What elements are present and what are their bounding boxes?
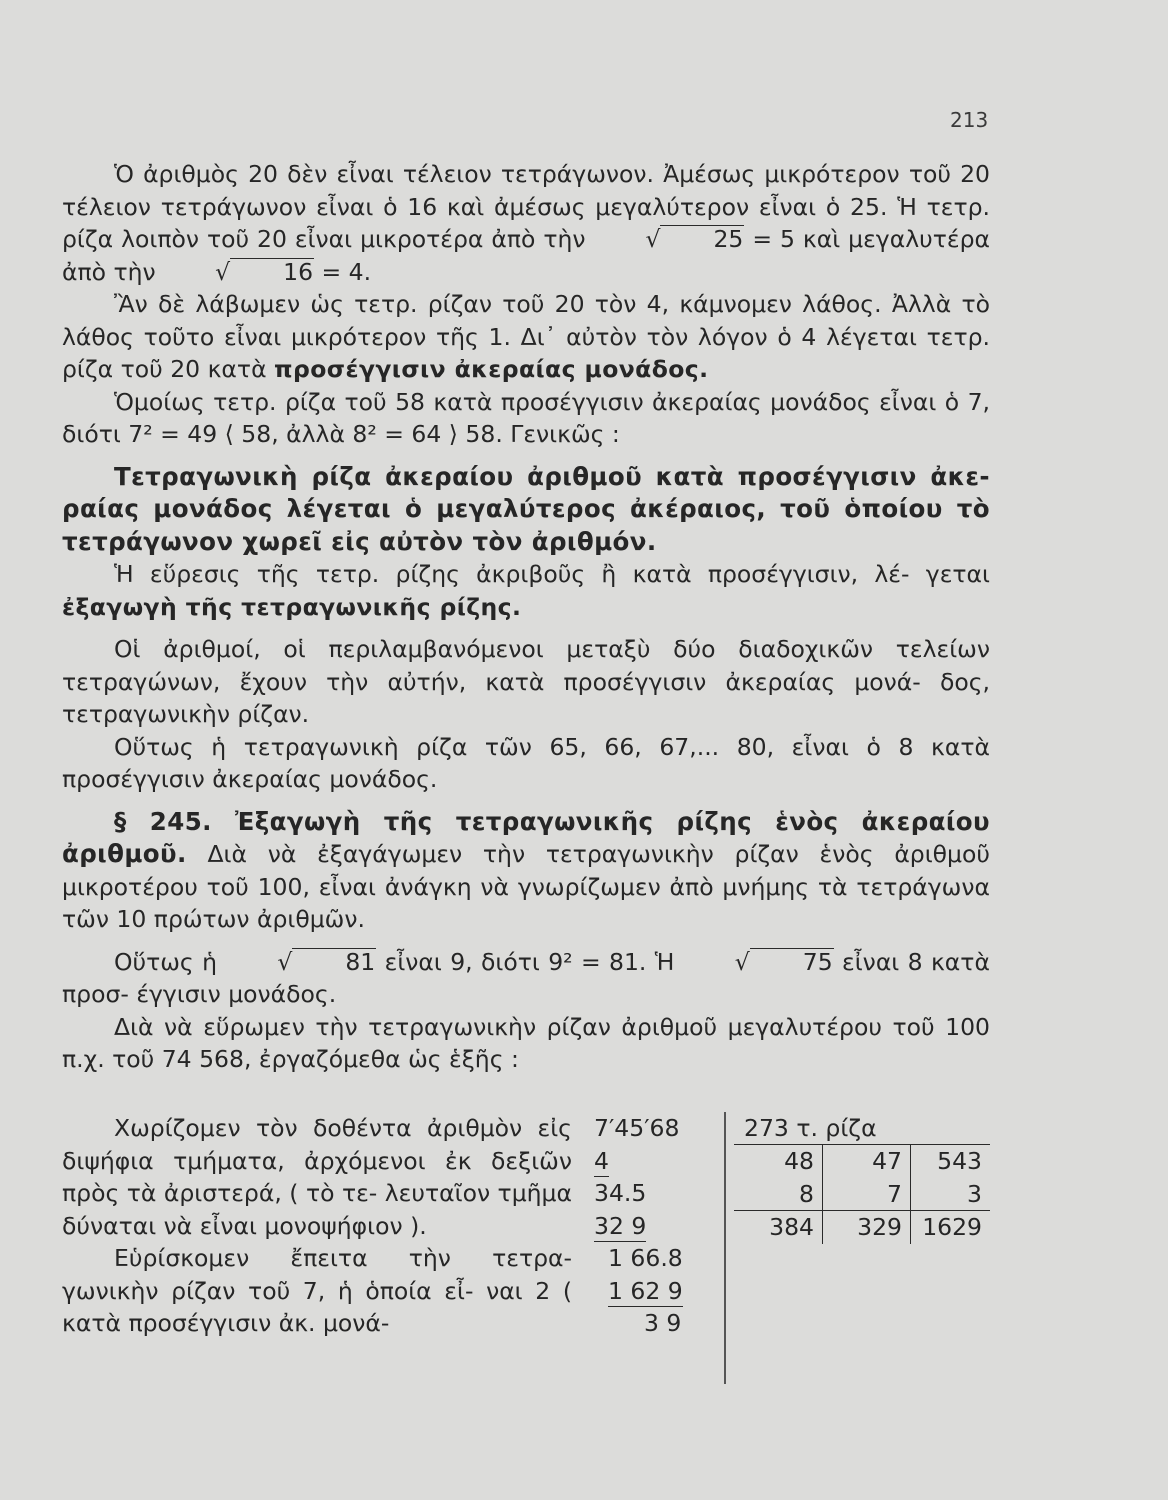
result-cell: 1629 <box>910 1210 990 1244</box>
main-text <box>62 158 990 1076</box>
paragraph-5: Οἱ ἀριθμοί, οἱ περιλαμβανόμενοι μεταξὺ δύο διαδοχικῶν τελείων τετραγώνων, ἔχουν τὴν αὐτήν, κατὰ προσέγγισιν ἀκεραίας μονά- δος, τετραγωνικὴν ρίζαν. <box>62 635 990 728</box>
definition: Τετραγωνικὴ ρίζα ἀκεραίου ἀριθμοῦ κατὰ προσέγγισιν ἀκε- ραίας μονάδος λέγεται ὁ μεγαλύτερος ἀκέραιος, τοῦ ὁποίου τὸ τετράγωνον χωρεῖ εἰς αὐτὸν τὸν ἀριθμόν. <box>62 461 990 556</box>
computation-line: 1 66.8 <box>608 1244 683 1272</box>
paragraph-3: Ὁμοίως τετρ. ρίζα τοῦ 58 κατὰ προσέγγισιν ἀκεραίας μονάδος εἶναι ὁ 7, διότι 7² = 49 ⟨ 58, ἀλλὰ 8² = 64 ⟩ 58. Γενικῶς : <box>62 387 990 448</box>
paragraph-6: Οὕτως ἡ τετραγωνικὴ ρίζα τῶν 65, 66, 67,... 80, εἶναι ὁ 8 κατὰ προσέγγισιν ἀκεραίας μονάδος. <box>62 732 990 793</box>
radicand: 16 <box>230 258 314 285</box>
radicand: 75 <box>750 948 834 975</box>
computation-line: 4 <box>594 1146 609 1175</box>
page-number: 213 <box>950 108 989 132</box>
worked-example <box>62 1112 990 1392</box>
radical-sign-icon: √ <box>277 947 293 976</box>
radical-sign-icon: √ <box>734 947 750 976</box>
paragraph-4: Ἡ εὕρεσις τῆς τετρ. ρίζης ἀκριβοῦς ἢ κατὰ προσέγγισιν, λέ- γεται ἐξαγωγὴ τῆς τετραγωνικῆς ρίζης. <box>62 560 990 621</box>
divider-line <box>724 1112 726 1384</box>
section-heading-cont: ἀριθμοῦ. <box>62 839 187 868</box>
result-cell: 8 <box>799 1179 814 1208</box>
result-cell: 543 <box>910 1145 990 1178</box>
paragraph-2: Ἂν δὲ λάβωμεν ὡς τετρ. ρίζαν τοῦ 20 τὸν 4, κάμνομεν λάθος. Ἀλλὰ τὸ λάθος τοῦτο εἶναι μικρότερον τῆς 1. Δι᾽ αὐτὸν τὸν λόγον ὁ 4 λέγεται τετρ. ρίζα τοῦ 20 κατὰ προσέγγισιν ἀκεραίας μονάδος. <box>62 290 990 383</box>
result-cell: 48 <box>784 1147 814 1175</box>
paragraph-8: Διὰ νὰ εὕρωμεν τὴν τετραγωνικὴν ρίζαν ἀριθμοῦ μεγαλυτέρου τοῦ 100 π.χ. τοῦ 74 568, ἐργαζόμεθα ὡς ἑξῆς : <box>62 1012 990 1073</box>
radicand: 81 <box>292 948 376 975</box>
result-cell: 329 <box>822 1210 910 1244</box>
section-heading: § 245. Ἐξαγωγὴ τῆς τετραγωνικῆς ρίζης ἑνὸς ἀκεραίου <box>114 806 990 836</box>
radical-sign-icon: √ <box>645 225 661 253</box>
bold-term: προσέγγισιν ἀκεραίας μονάδος. <box>274 355 709 383</box>
result-cell: 47 <box>822 1145 910 1178</box>
result-cell: 3 <box>910 1178 990 1211</box>
paragraph-1: Ὁ ἀριθμὸς 20 δὲν εἶναι τέλειον τετράγωνον. Ἀμέσως μικρότερον τοῦ 20 τέλειον τετράγωνον εἶναι ὁ 16 καὶ ἀμέσως μεγαλύτερον εἶναι ὁ 25. Ἡ τετρ. ρίζα λοιπὸν τοῦ 20 εἶναι μικροτέρα ἀπὸ τὴν √ 25 = 5 καὶ μεγαλυτέρα ἀπὸ τὴν √ 16 = 4. <box>62 158 990 288</box>
root-header: 273 τ. ρίζα <box>734 1112 990 1145</box>
computation-line: 32 9 <box>594 1211 647 1240</box>
computation-line: 34.5 <box>594 1179 647 1207</box>
result-table <box>734 1112 990 1244</box>
result-grid <box>734 1145 990 1244</box>
result-cell: 384 <box>734 1210 822 1244</box>
explanation-text: Χωρίζομεν τὸν δοθέντα ἀριθμὸν εἰς διψήφια τμήματα, ἀρχόμενοι ἐκ δεξιῶν πρὸς τὰ ἀριστερά, ( τὸ τε- λευταῖον τμῆμα δύναται νὰ εἶναι μονοψήφιον ). Εὑρίσκομεν ἔπειτα τὴν τετρα- γωνικὴν ρίζαν τοῦ 7, ἡ ὁποία εἶ- ναι 2 ( κατὰ προσέγγισιν ἀκ. μονά- <box>62 1114 572 1337</box>
radicand: 25 <box>660 225 744 252</box>
result-cell: 7 <box>822 1178 910 1211</box>
section-245: § 245. Ἐξαγωγὴ τῆς τετραγωνικῆς ρίζης ἑνὸς ἀκεραίου ἀριθμοῦ. Διὰ νὰ ἐξαγάγωμεν τὴν τετραγωνικὴν ρίζαν ἑνὸς ἀριθμοῦ μικροτέρου τοῦ 100, εἶναι ἀνάγκη νὰ γνωρίζωμεν ἀπὸ μνήμης τὰ τετράγωνα τῶν 10 πρώτων ἀριθμῶν. <box>62 806 990 933</box>
computation-line: 3 9 <box>644 1309 682 1337</box>
computation-line: 7′45′68 <box>594 1114 680 1142</box>
radical-sign-icon: √ <box>215 257 231 286</box>
bold-term: ἐξαγωγὴ τῆς τετραγωνικῆς ρίζης. <box>62 592 522 621</box>
computation-line: 1 62 9 <box>608 1276 683 1305</box>
computation-column <box>594 1112 699 1340</box>
paragraph-7: Οὕτως ἡ √ 81 εἶναι 9, διότι 9² = 81. Ἡ √ 75 εἶναι 8 κατὰ προσ- έγγισιν μονάδος. <box>62 947 990 1008</box>
